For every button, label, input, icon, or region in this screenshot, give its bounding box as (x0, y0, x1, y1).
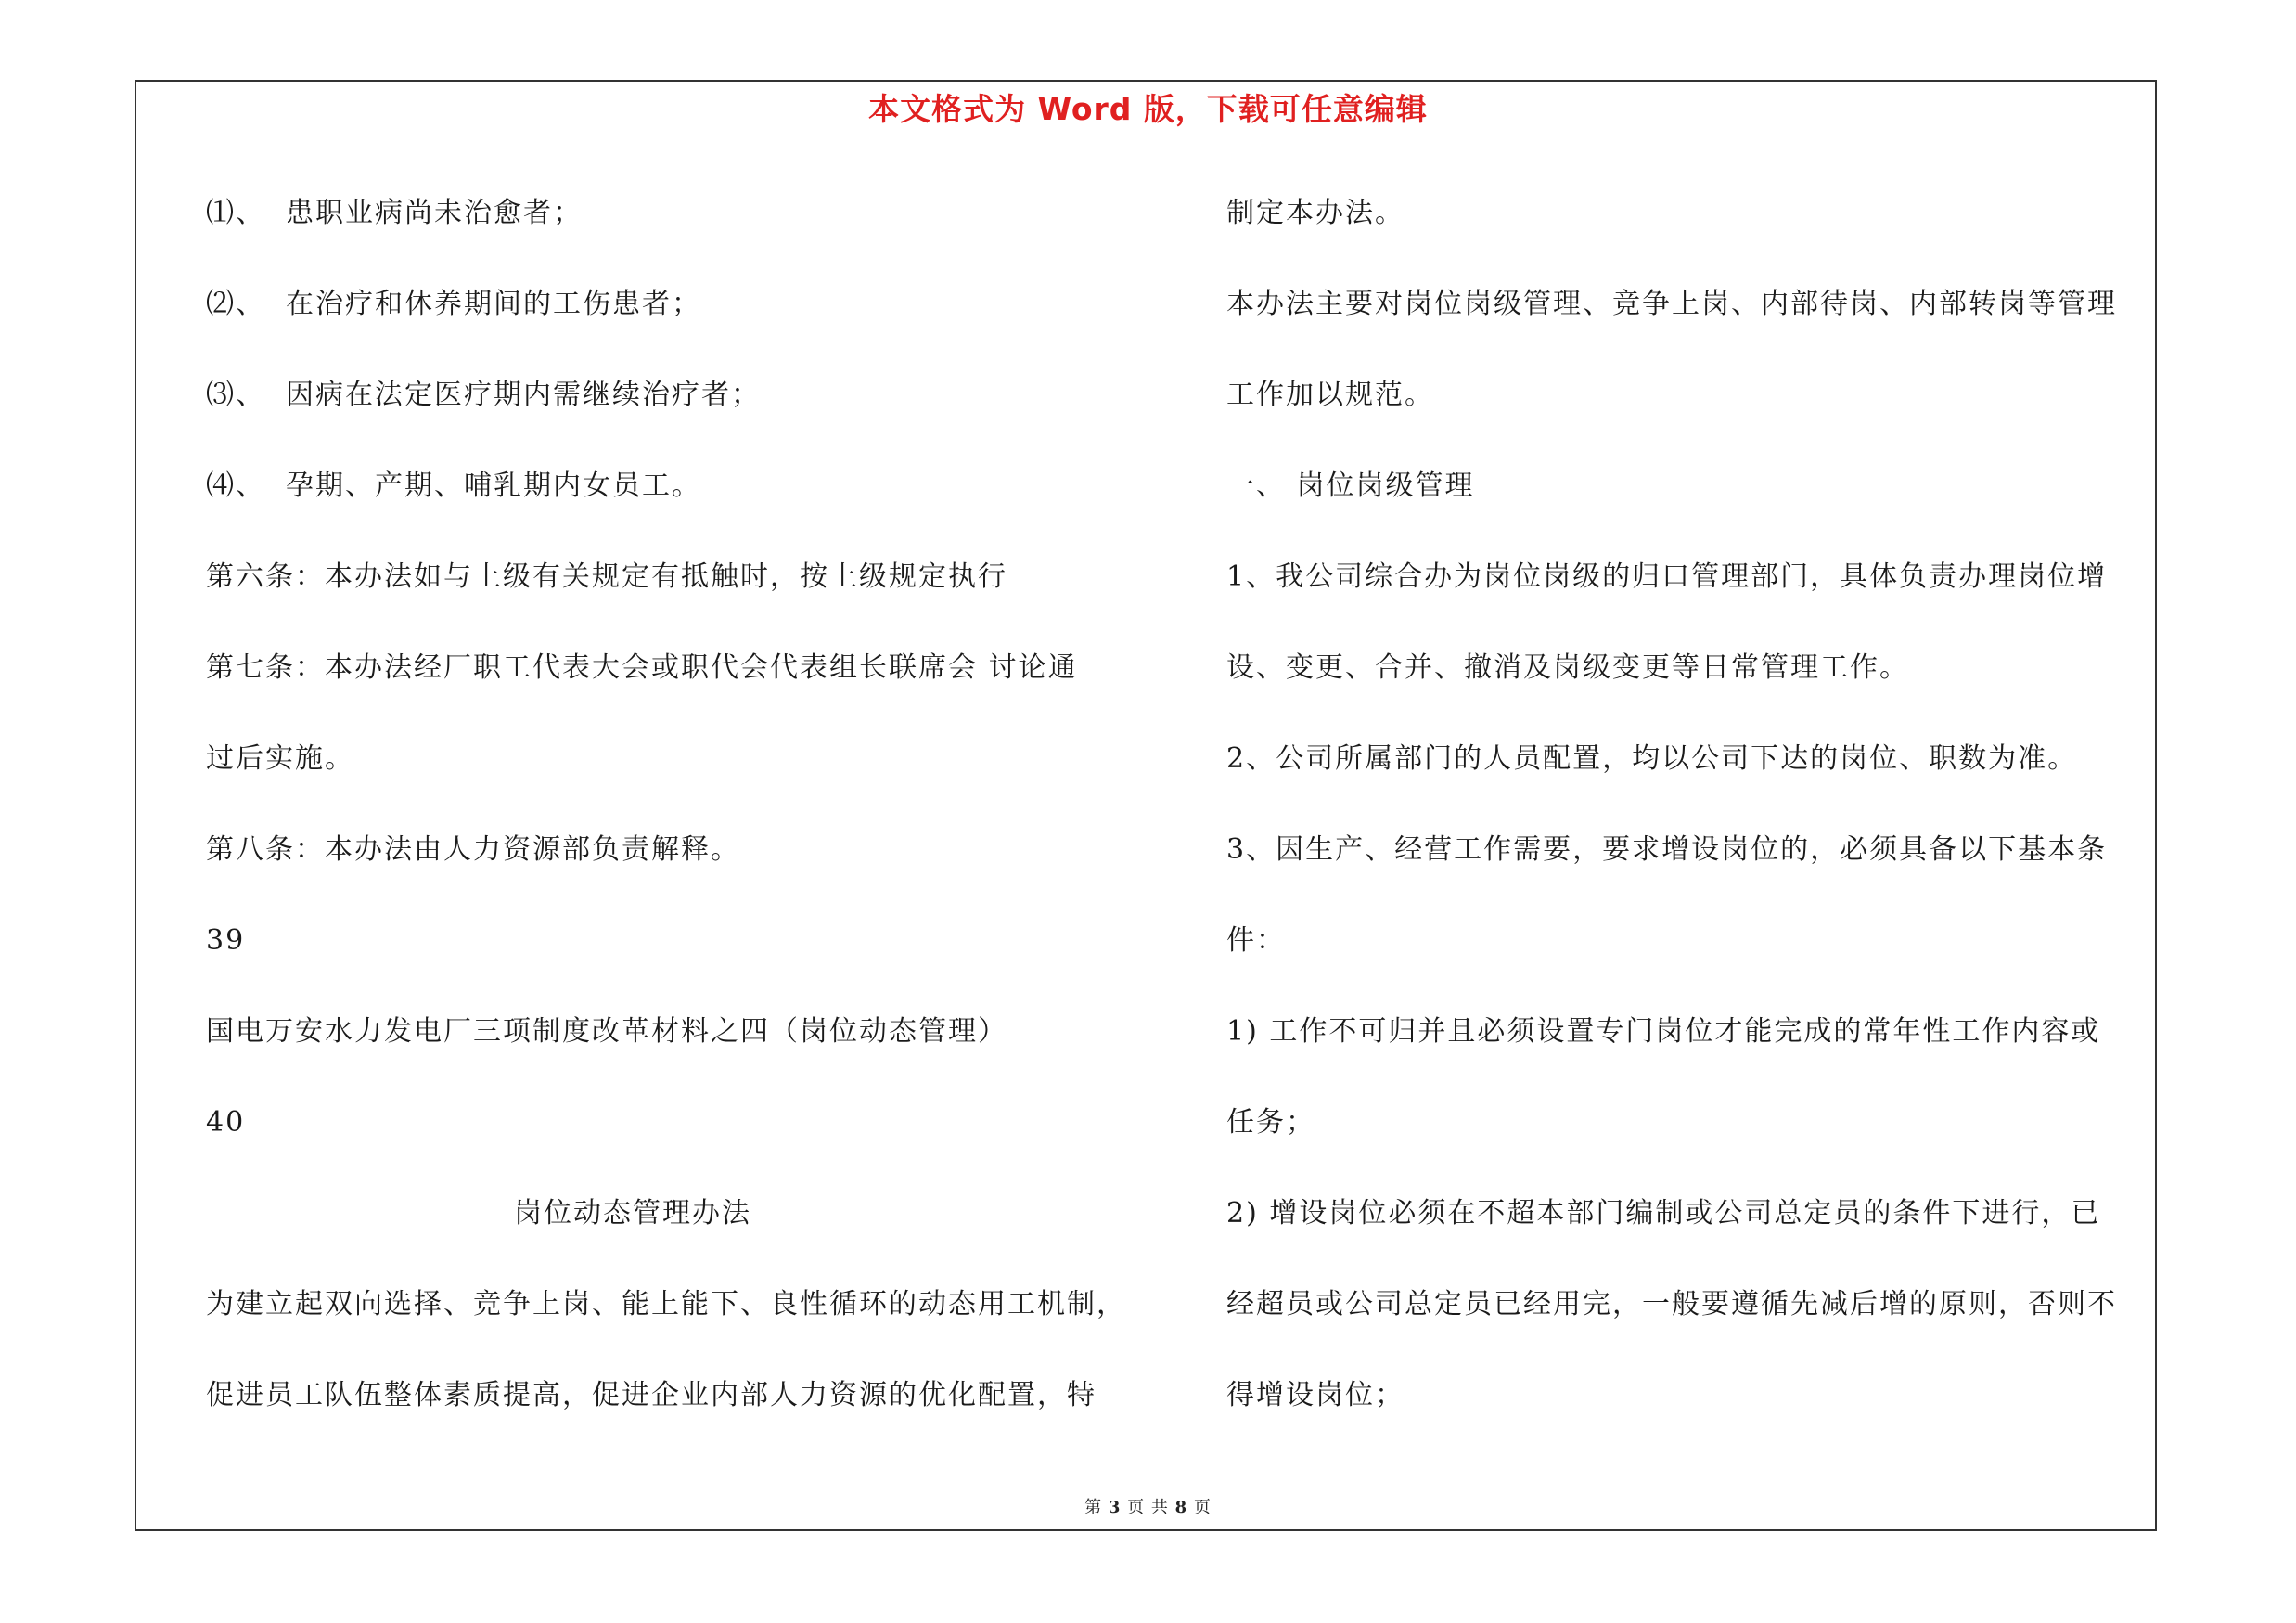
paragraph-line: 促进员工队伍整体素质提高，促进企业内部人力资源的优化配置，特 (206, 1379, 1097, 1411)
item-text: 在治疗和休养期间的工伤患者； (286, 288, 701, 320)
page-number-39: 39 (206, 924, 246, 957)
list-item-3 (206, 367, 1143, 458)
item-marker: ⑵、 (206, 288, 265, 320)
item-marker: ⑴、 (206, 197, 265, 229)
list-item-1 (206, 186, 1143, 277)
list-item-2 (206, 277, 1143, 367)
item-text: 患职业病尚未治愈者； (286, 197, 583, 229)
article-8: 第八条：本办法由人力资源部负责解释。 (206, 833, 740, 866)
footer-suffix: 页 (1193, 1498, 1212, 1517)
paragraph-line: 1) 工作不可归并且必须设置专门岗位才能完成的常年性工作内容或 (1226, 1015, 2101, 1048)
article-7-cont: 过后实施。 (206, 742, 354, 775)
paragraph-line: 3、因生产、经营工作需要，要求增设岗位的，必须具备以下基本条 (1226, 833, 2108, 866)
item-marker: ⑶、 (206, 379, 265, 411)
list-item-4 (206, 458, 1143, 549)
paragraph-line: 经超员或公司总定员已经用完，一般要遵循先减后增的原则，否则不 (1226, 1288, 2117, 1320)
format-banner: 本文格式为 Word 版，下载可任意编辑 (868, 91, 1428, 127)
item-text: 因病在法定医疗期内需继续治疗者； (286, 379, 761, 411)
item-text: 孕期、产期、哺乳期内女员工。 (286, 470, 701, 502)
paragraph-line: 任务； (1226, 1106, 1315, 1139)
footer-middle: 页 共 (1127, 1498, 1169, 1517)
section-heading: 一、 岗位岗级管理 (1226, 470, 1475, 502)
paragraph-line: 2) 增设岗位必须在不超本部门编制或公司总定员的条件下进行，已 (1226, 1197, 2101, 1230)
section-heading: 岗位动态管理办法 (514, 1197, 751, 1230)
item-marker: ⑷、 (206, 470, 265, 502)
page-footer (0, 1494, 2296, 1518)
material-title: 国电万安水力发电厂三项制度改革材料之四（岗位动态管理） (206, 1015, 1007, 1048)
article-6: 第六条：本办法如与上级有关规定有抵触时，按上级规定执行 (206, 560, 1007, 593)
article-7: 第七条：本办法经厂职工代表大会或职代会代表组长联席会 讨论通 (206, 651, 1078, 684)
paragraph-line: 本办法主要对岗位岗级管理、竞争上岗、内部待岗、内部转岗等管理 (1226, 288, 2117, 320)
paragraph-line: 1、我公司综合办为岗位岗级的归口管理部门，具体负责办理岗位增 (1226, 560, 2108, 593)
paragraph-line: 件： (1226, 924, 1286, 957)
paragraph-line: 为建立起双向选择、竞争上岗、能上能下、良性循环的动态用工机制， (206, 1288, 1126, 1320)
current-page: 3 (1108, 1498, 1122, 1517)
footer-prefix: 第 (1084, 1498, 1103, 1517)
page-number-40: 40 (206, 1106, 246, 1139)
paragraph-line: 制定本办法。 (1226, 197, 1405, 229)
paragraph-line: 工作加以规范。 (1226, 379, 1434, 411)
left-column (206, 186, 1143, 1459)
paragraph-line: 2、公司所属部门的人员配置，均以公司下达的岗位、职数为准。 (1226, 742, 2078, 775)
paragraph-line: 得增设岗位； (1226, 1379, 1405, 1411)
paragraph-line: 设、变更、合并、撤消及岗级变更等日常管理工作。 (1226, 651, 1909, 684)
right-column (1226, 186, 2154, 1459)
total-pages: 8 (1174, 1498, 1188, 1517)
